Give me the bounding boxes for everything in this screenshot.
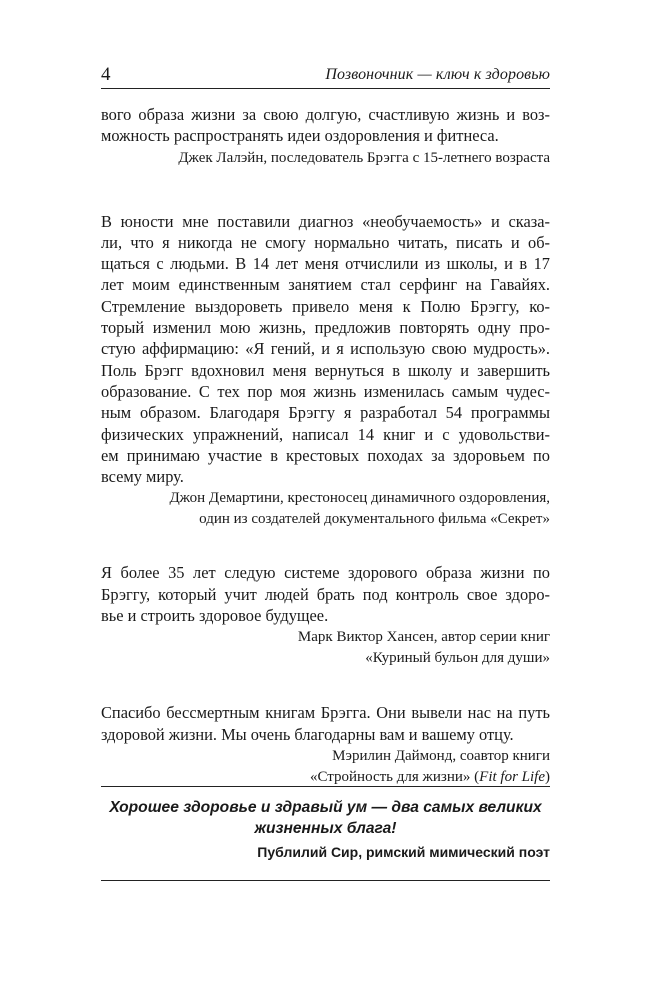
text-line: здоровой жизни. Мы очень благодарны вам и вашему отцу.: [101, 724, 514, 744]
testimonial-attribution: [101, 148, 550, 169]
text-line: щаться с людьми. В 14 лет меня отчислили из школы, и в 17: [101, 254, 550, 274]
epigraph-box: [101, 786, 550, 881]
book-title-suffix: ): [545, 768, 550, 785]
text-line: В юности мне поставили диагноз «необучаемость» и сказа-: [101, 211, 550, 231]
text-line: торый изменил мою жизнь, предложив повторять одну про-: [101, 318, 550, 338]
quote-line: жизненных блага!: [254, 820, 397, 837]
book-title-english: Fit for Life: [479, 768, 545, 785]
testimonial-attribution: [101, 488, 550, 530]
epigraph-author: Публилий Сир, римский мимический поэт: [257, 844, 550, 860]
testimonial-text: [101, 702, 550, 745]
testimonial-diamond: [101, 702, 550, 788]
text-line: ли, что я никогда не смогу нормально читать, писать и об-: [101, 232, 550, 252]
running-title: Позвоночник — ключ к здоровью: [325, 66, 550, 83]
text-line: можность распространять идеи оздоровления и фитнеса.: [101, 126, 499, 146]
epigraph-quote: [101, 797, 550, 839]
text-line: ем принимаю участие в крестовых походах за здоровьем по: [101, 445, 550, 465]
attribution-line-book: [101, 767, 550, 788]
text-line: стую аффирмацию: «Я гений, и я использую свою мудрость».: [101, 339, 550, 359]
testimonial-hansen: [101, 562, 550, 669]
text-line: физических упражнений, написал 14 книг и с удовольстви-: [101, 424, 550, 444]
quote-line: Хорошее здоровье и здравый ум — два самых великих: [109, 799, 542, 816]
text-line: Поль Брэгг вдохновил меня вернуться в школу и завершить: [101, 360, 550, 380]
book-title-prefix: «Стройность для жизни» (: [309, 768, 480, 785]
text-line: вье и строить здоровое будущее.: [101, 606, 329, 626]
testimonial-demartini: [101, 211, 550, 531]
attribution-line: Джон Демартини, крестоносец динамичного оздоровления,: [169, 490, 550, 507]
attribution-line: Мэрилин Даймонд, соавтор книги: [332, 747, 550, 764]
attribution-line: один из создателей документального фильма «Секрет»: [199, 511, 550, 528]
text-line: Брэггу, который учит людей брать под контроль свое здоро-: [101, 584, 550, 604]
testimonial-lalanne: [101, 104, 550, 169]
page-header: [101, 62, 550, 89]
text-line: Стремление выздороветь привело меня к Полю Брэггу, ко-: [101, 296, 550, 316]
text-line: Я более 35 лет следую системе здорового образа жизни по: [101, 563, 550, 583]
text-line: лет моим единственным занятием стал серфинг на Гавайях.: [101, 275, 550, 295]
text-line: Спасибо бессмертным книгам Брэгга. Они вывели нас на путь: [101, 703, 550, 723]
testimonial-attribution: [101, 746, 550, 788]
page-number: 4: [101, 64, 111, 85]
testimonial-attribution: [101, 627, 550, 669]
page-content: [101, 104, 550, 788]
attribution-line: «Куриный бульон для души»: [365, 650, 550, 667]
attribution-line: Джек Лалэйн, последователь Брэгга с 15-летнего возраста: [178, 149, 550, 166]
testimonial-text: [101, 104, 550, 147]
testimonial-text: [101, 562, 550, 626]
text-line: образование. С тех пор моя жизнь изменилась самым чудес-: [101, 381, 550, 401]
text-line: всему миру.: [101, 467, 184, 487]
text-line: вого образа жизни за свою долгую, счастливую жизнь и воз-: [101, 105, 550, 124]
testimonial-text: [101, 211, 550, 488]
attribution-line: Марк Виктор Хансен, автор серии книг: [297, 629, 550, 646]
text-line: ным образом. Благодаря Брэггу я разработал 54 программы: [101, 403, 550, 423]
